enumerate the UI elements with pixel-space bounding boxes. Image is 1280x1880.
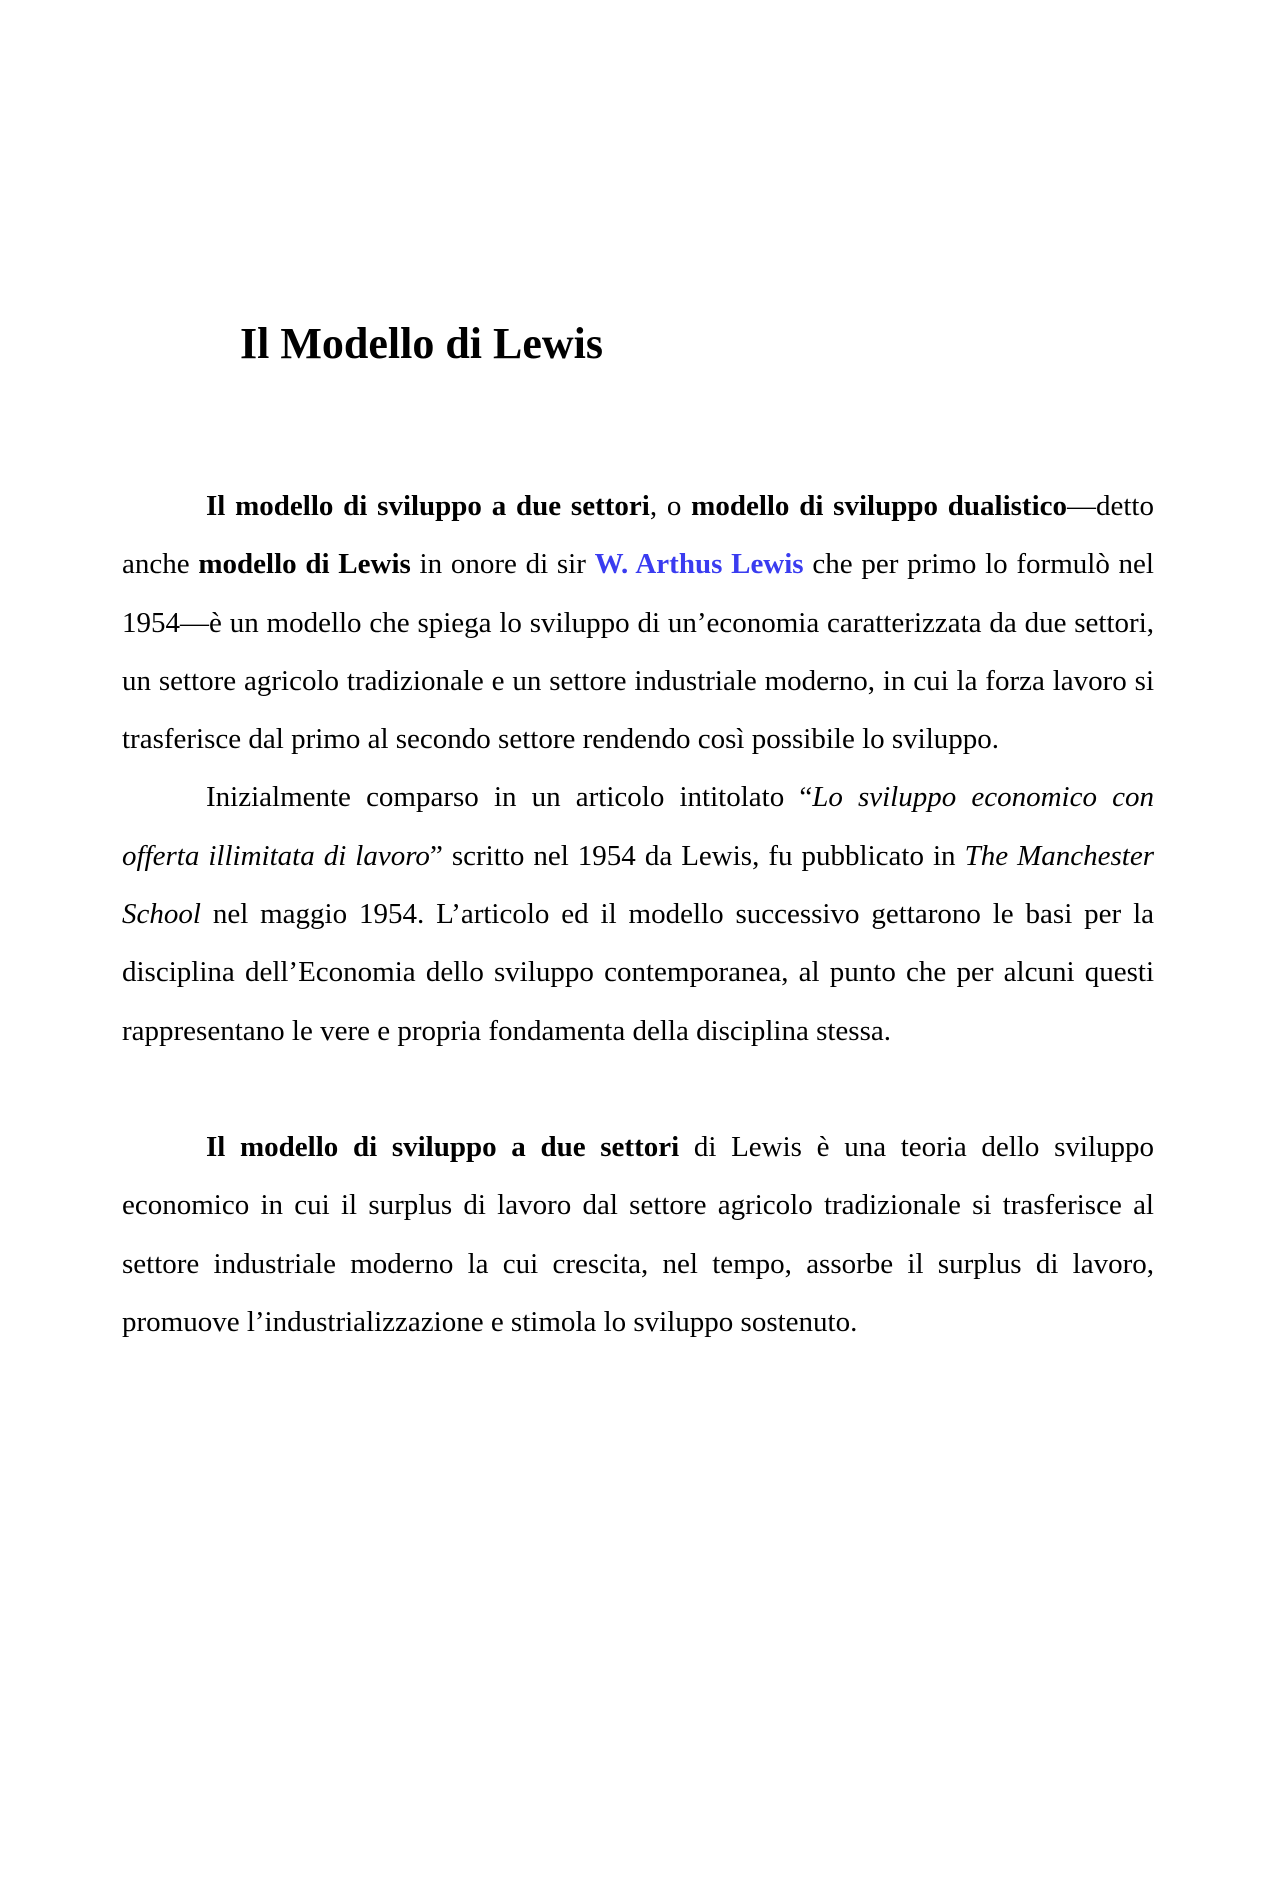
text-run: in onore di sir (410, 548, 595, 581)
italic-journal-name: The Manchester School (122, 839, 1154, 931)
paragraph-1 (122, 477, 1154, 768)
text-run: nel maggio 1954. L’articolo ed il modello successivo gettarono le basi per la disciplina dell’Economia dello sviluppo contemporanea, al punto che per alcuni questi rappresentano le vere e propria fondamenta della disciplina stessa. (122, 898, 1154, 1047)
text-run: che per primo lo formulò nel 1954—è un modello che spiega lo sviluppo di un’economia caratterizzata da due settori, un settore agricolo tradizionale e un settore industriale moderno, in cui la forza lavoro si trasferisce dal primo al secondo settore rendendo così possibile lo sviluppo. (122, 548, 1154, 756)
paragraph-2 (122, 768, 1154, 1059)
text-run: , o (649, 490, 692, 522)
paragraph-3 (122, 1118, 1154, 1351)
text-run: ” scritto nel 1954 da Lewis, fu pubblicato in (429, 839, 965, 872)
text-run: Inizialmente comparso in un articolo intitolato “ (206, 781, 813, 814)
author-link[interactable]: W. Arthus Lewis (594, 548, 804, 581)
bold-term-lewis-model: modello di Lewis (198, 548, 411, 581)
text-run: di Lewis è una teoria dello sviluppo economico in cui il surplus di lavoro dal settore agricolo tradizionale si trasferisce al settore industriale moderno la cui crescita, nel tempo, assorbe il surplus di lavoro, promuove l’industrializzazione e stimola lo sviluppo sostenuto. (122, 1130, 1154, 1338)
text-run: —detto anche (122, 490, 1154, 581)
page-title: Il Modello di Lewis (240, 319, 604, 368)
italic-article-title: Lo sviluppo economico con offerta illimitata di lavoro (122, 781, 1154, 872)
bold-term-two-sector-model: Il modello di sviluppo a due settori (206, 1130, 680, 1163)
document-body (122, 477, 1154, 1351)
bold-term-two-sector-model: Il modello di sviluppo a due settori (206, 490, 650, 522)
bold-term-dualistic-model: modello di sviluppo dualistico (691, 490, 1067, 522)
